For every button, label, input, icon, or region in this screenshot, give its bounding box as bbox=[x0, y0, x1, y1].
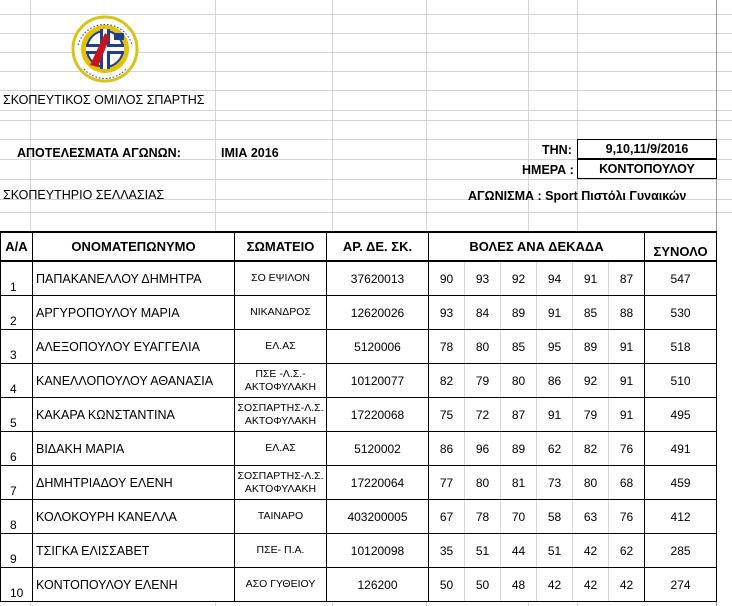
date-value: 9,10,11/9/2016 bbox=[577, 139, 717, 159]
row-index: 7 bbox=[1, 466, 33, 500]
club-name-cell: ΠΣΕ -Λ.Σ.- ΑΚΤΟΦΥΛΑΚΗ bbox=[235, 364, 327, 398]
range-name: ΣΚΟΠΕΥΤΗΡΙΟ ΣΕΛΛΑΣΙΑΣ bbox=[3, 188, 165, 202]
athlete-name: ΔΗΜΗΤΡΙΑΔΟΥ ΕΛΕΝΗ bbox=[33, 466, 235, 500]
series-score: 85 bbox=[501, 330, 537, 364]
athlete-id: 10120077 bbox=[327, 364, 429, 398]
series-score: 42 bbox=[537, 568, 573, 602]
series-score: 72 bbox=[465, 398, 501, 432]
total-score: 510 bbox=[645, 364, 717, 398]
series-score: 89 bbox=[501, 296, 537, 330]
series-score: 91 bbox=[537, 296, 573, 330]
series-score: 95 bbox=[537, 330, 573, 364]
header-id: ΑΡ. ΔΕ. ΣΚ. bbox=[327, 232, 429, 261]
row-index: 9 bbox=[1, 534, 33, 568]
club-logo-icon bbox=[70, 15, 140, 83]
series-score: 87 bbox=[501, 398, 537, 432]
series-score: 50 bbox=[429, 568, 465, 602]
series-score: 51 bbox=[465, 534, 501, 568]
club-name-cell: ΤΑΙΝΑΡΟ bbox=[235, 500, 327, 534]
series-score: 76 bbox=[609, 432, 645, 466]
club-name-cell: ΝΙΚΑΝΔΡΟΣ bbox=[235, 296, 327, 330]
total-score: 518 bbox=[645, 330, 717, 364]
athlete-id: 17220064 bbox=[327, 466, 429, 500]
total-score: 495 bbox=[645, 398, 717, 432]
total-score: 274 bbox=[645, 568, 717, 602]
event-name: ΑΓΩΝΙΣΜΑ : Sport Πιστόλι Γυναικών bbox=[468, 189, 687, 203]
series-score: 75 bbox=[429, 398, 465, 432]
grid-row-line bbox=[0, 212, 732, 213]
grid-row-line bbox=[0, 90, 732, 91]
row-index: 3 bbox=[1, 330, 33, 364]
series-score: 88 bbox=[609, 296, 645, 330]
series-score: 89 bbox=[573, 330, 609, 364]
total-score: 530 bbox=[645, 296, 717, 330]
series-score: 82 bbox=[573, 432, 609, 466]
series-score: 80 bbox=[465, 466, 501, 500]
club-name: ΣΚΟΠΕΥΤΙΚΟΣ ΟΜΙΛΟΣ ΣΠΑΡΤΗΣ bbox=[3, 93, 205, 107]
series-score: 42 bbox=[573, 534, 609, 568]
results-label: ΑΠΟΤΕΛΕΣΜΑΤΑ ΑΓΩΝΩΝ: bbox=[17, 146, 181, 160]
header-total: ΣΥΝΟΛΟ bbox=[645, 232, 717, 261]
series-score: 50 bbox=[465, 568, 501, 602]
series-score: 70 bbox=[501, 500, 537, 534]
total-score: 285 bbox=[645, 534, 717, 568]
series-score: 80 bbox=[501, 364, 537, 398]
athlete-id: 5120006 bbox=[327, 330, 429, 364]
series-score: 73 bbox=[537, 466, 573, 500]
series-score: 63 bbox=[573, 500, 609, 534]
series-score: 89 bbox=[501, 432, 537, 466]
athlete-name: ΠΑΠΑΚΑΝΕΛΛΟΥ ΔΗΜΗΤΡΑ bbox=[33, 261, 235, 296]
series-score: 48 bbox=[501, 568, 537, 602]
results-table bbox=[0, 231, 717, 602]
grid-row-line bbox=[0, 110, 732, 111]
series-score: 85 bbox=[573, 296, 609, 330]
row-index: 6 bbox=[1, 432, 33, 466]
series-score: 87 bbox=[609, 261, 645, 296]
row-index: 2 bbox=[1, 296, 33, 330]
series-score: 62 bbox=[609, 534, 645, 568]
series-score: 86 bbox=[429, 432, 465, 466]
series-score: 35 bbox=[429, 534, 465, 568]
club-name-cell: ΕΛ.ΑΣ bbox=[235, 432, 327, 466]
day-label: ΗΜΕΡΑ : bbox=[522, 163, 574, 177]
series-score: 62 bbox=[537, 432, 573, 466]
series-score: 80 bbox=[465, 330, 501, 364]
header-name: ΟΝΟΜΑΤΕΠΩΝΥΜΟ bbox=[33, 232, 235, 261]
athlete-name: ΒΙΔΑΚΗ ΜΑΡΙΑ bbox=[33, 432, 235, 466]
athlete-name: ΤΣΙΓΚΑ ΕΛΙΣΣΑΒΕΤ bbox=[33, 534, 235, 568]
series-score: 80 bbox=[573, 466, 609, 500]
series-score: 93 bbox=[429, 296, 465, 330]
table-header-row bbox=[1, 232, 717, 261]
table-row bbox=[1, 500, 717, 534]
club-name-cell: ΣΟ ΕΨΙΛΟΝ bbox=[235, 261, 327, 296]
grid-row-line bbox=[0, 179, 732, 180]
athlete-id: 403200005 bbox=[327, 500, 429, 534]
total-score: 459 bbox=[645, 466, 717, 500]
athlete-id: 12620026 bbox=[327, 296, 429, 330]
total-score: 547 bbox=[645, 261, 717, 296]
series-score: 93 bbox=[465, 261, 501, 296]
athlete-id: 5120002 bbox=[327, 432, 429, 466]
athlete-id: 126200 bbox=[327, 568, 429, 602]
table-row bbox=[1, 568, 717, 602]
series-score: 94 bbox=[537, 261, 573, 296]
row-index: 4 bbox=[1, 364, 33, 398]
day-value: ΚΟΝΤΟΠΟΥΛΟΥ bbox=[577, 159, 717, 179]
series-score: 77 bbox=[429, 466, 465, 500]
table-row bbox=[1, 330, 717, 364]
series-score: 91 bbox=[609, 398, 645, 432]
series-score: 79 bbox=[465, 364, 501, 398]
row-index: 1 bbox=[1, 261, 33, 296]
athlete-id: 10120098 bbox=[327, 534, 429, 568]
series-score: 78 bbox=[465, 500, 501, 534]
series-score: 92 bbox=[501, 261, 537, 296]
total-score: 491 bbox=[645, 432, 717, 466]
grid-row-line bbox=[0, 120, 732, 121]
athlete-name: ΑΡΓΥΡΟΠΟΥΛΟΥ ΜΑΡΙΑ bbox=[33, 296, 235, 330]
club-name-cell: ΣΟΣΠΑΡΤΗΣ-Λ.Σ. ΑΚΤΟΦΥΛΑΚΗ bbox=[235, 398, 327, 432]
series-score: 67 bbox=[429, 500, 465, 534]
club-name-cell: ΑΣΟ ΓΥΘΕΙΟΥ bbox=[235, 568, 327, 602]
club-name-cell: ΣΟΣΠΑΡΤΗΣ-Λ.Σ. ΑΚΤΟΦΥΛΑΚΗ bbox=[235, 466, 327, 500]
series-score: 86 bbox=[537, 364, 573, 398]
series-score: 82 bbox=[429, 364, 465, 398]
series-score: 51 bbox=[537, 534, 573, 568]
total-score: 412 bbox=[645, 500, 717, 534]
header-club: ΣΩΜΑΤΕΙΟ bbox=[235, 232, 327, 261]
series-score: 42 bbox=[609, 568, 645, 602]
series-score: 78 bbox=[429, 330, 465, 364]
row-index: 8 bbox=[1, 500, 33, 534]
header-index: Α/Α bbox=[1, 232, 33, 261]
series-score: 44 bbox=[501, 534, 537, 568]
series-score: 42 bbox=[573, 568, 609, 602]
series-score: 81 bbox=[501, 466, 537, 500]
athlete-name: ΚΑΚΑΡΑ ΚΩΝΣΤΑΝΤΙΝΑ bbox=[33, 398, 235, 432]
row-index: 10 bbox=[1, 568, 33, 602]
table-row bbox=[1, 466, 717, 500]
row-index: 5 bbox=[1, 398, 33, 432]
athlete-name: ΚΟΝΤΟΠΟΥΛΟΥ ΕΛΕΝΗ bbox=[33, 568, 235, 602]
date-label: ΤΗΝ: bbox=[542, 143, 572, 157]
athlete-name: ΚΟΛΟΚΟΥΡΗ ΚΑΝΕΛΛΑ bbox=[33, 500, 235, 534]
athlete-name: ΚΑΝΕΛΛΟΠΟΥΛΟΥ ΑΘΑΝΑΣΙΑ bbox=[33, 364, 235, 398]
series-score: 68 bbox=[609, 466, 645, 500]
series-score: 76 bbox=[609, 500, 645, 534]
club-name-cell: ΕΛ.ΑΣ bbox=[235, 330, 327, 364]
table-row bbox=[1, 364, 717, 398]
table-row bbox=[1, 296, 717, 330]
table-row bbox=[1, 534, 717, 568]
series-score: 84 bbox=[465, 296, 501, 330]
series-score: 96 bbox=[465, 432, 501, 466]
series-score: 91 bbox=[537, 398, 573, 432]
series-score: 91 bbox=[573, 261, 609, 296]
table-row bbox=[1, 398, 717, 432]
series-score: 91 bbox=[609, 364, 645, 398]
header-shots: ΒΟΛΕΣ ΑΝΑ ΔΕΚΑΔΑ bbox=[429, 232, 645, 261]
series-score: 58 bbox=[537, 500, 573, 534]
series-score: 90 bbox=[429, 261, 465, 296]
athlete-id: 37620013 bbox=[327, 261, 429, 296]
athlete-id: 17220068 bbox=[327, 398, 429, 432]
series-score: 92 bbox=[573, 364, 609, 398]
series-score: 91 bbox=[609, 330, 645, 364]
club-name-cell: ΠΣΕ- Π.Α. bbox=[235, 534, 327, 568]
series-score: 79 bbox=[573, 398, 609, 432]
table-row bbox=[1, 261, 717, 296]
athlete-name: ΑΛΕΞΟΠΟΥΛΟΥ ΕΥΑΓΓΕΛΙΑ bbox=[33, 330, 235, 364]
competition-name: ΙΜΙΑ 2016 bbox=[221, 146, 279, 160]
table-row bbox=[1, 432, 717, 466]
